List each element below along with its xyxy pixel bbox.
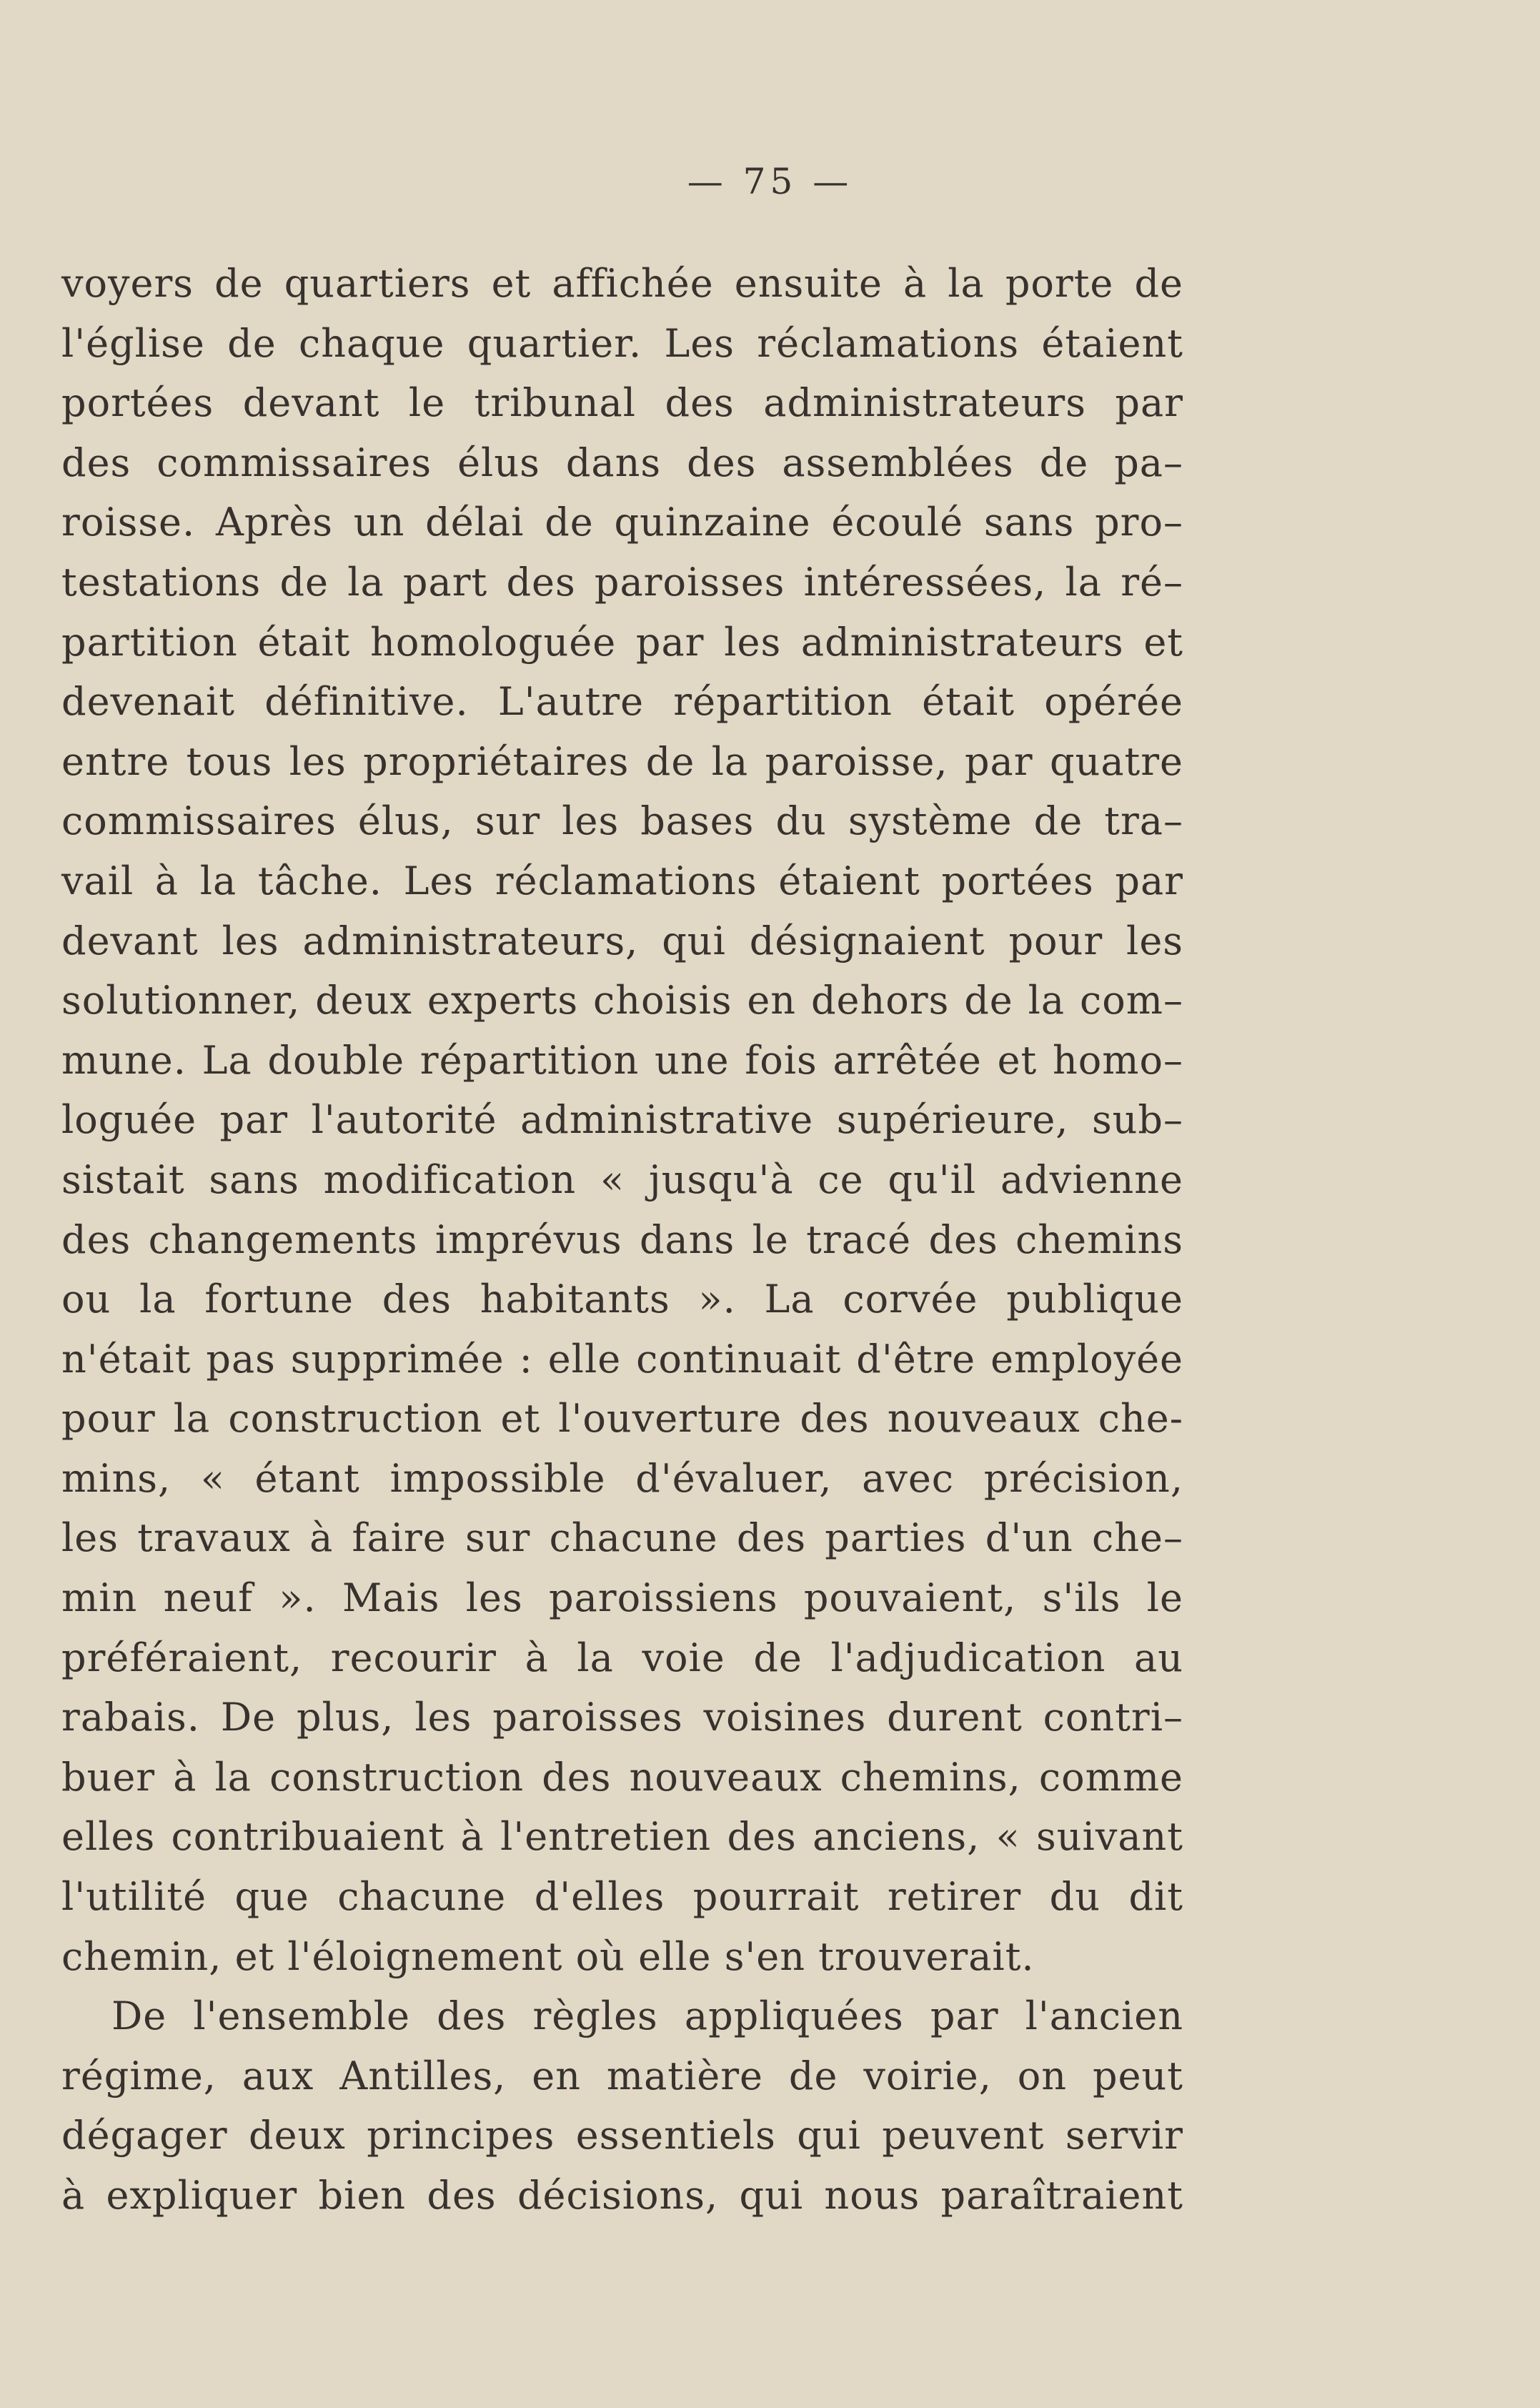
text-line: partition était homologuée par les administrateurs et: [61, 619, 1183, 665]
text-line: l'église de chaque quartier. Les réclamations étaient: [61, 320, 1183, 366]
text-line: testations de la part des paroisses intéressées, la ré–: [61, 559, 1183, 605]
body-text: [61, 254, 1183, 2226]
text-line: entre tous les propriétaires de la paroisse, par quatre: [61, 738, 1183, 784]
text-line: devant les administrateurs, qui désignaient pour les: [61, 918, 1183, 963]
text-line: à expliquer bien des décisions, qui nous paraîtraient: [61, 2173, 1183, 2218]
text-line: n'était pas supprimée : elle continuait d'être employée: [61, 1336, 1183, 1382]
text-line: min neuf ». Mais les paroissiens pouvaient, s'ils le: [61, 1575, 1183, 1621]
text-line: régime, aux Antilles, en matière de voirie, on peut: [61, 2053, 1183, 2099]
text-line: mune. La double répartition une fois arrêtée et homo–: [61, 1037, 1183, 1083]
text-line: pour la construction et l'ouverture des nouveaux che-: [61, 1396, 1183, 1442]
text-line: buer à la construction des nouveaux chemins, comme: [61, 1754, 1183, 1800]
text-line: des changements imprévus dans le tracé des chemins: [61, 1217, 1183, 1262]
text-line: portées devant le tribunal des administrateurs par: [61, 380, 1183, 426]
text-line: De l'ensemble des règles appliquées par l'ancien: [111, 1993, 1183, 2039]
text-line: dégager deux principes essentiels qui peuvent servir: [61, 2113, 1183, 2159]
text-line: loguée par l'autorité administrative supérieure, sub–: [61, 1097, 1183, 1143]
text-line: préféraient, recourir à la voie de l'adjudication au: [61, 1635, 1183, 1680]
text-line: elles contribuaient à l'entretien des anciens, « suivant: [61, 1814, 1183, 1860]
text-line: commissaires élus, sur les bases du système de tra–: [61, 798, 1183, 844]
text-line: les travaux à faire sur chacune des parties d'un che–: [61, 1515, 1183, 1561]
text-line: ou la fortune des habitants ». La corvée publique: [61, 1277, 1183, 1322]
text-line: rabais. De plus, les paroisses voisines durent contri–: [61, 1695, 1183, 1740]
text-line: voyers de quartiers et affichée ensuite à la porte de: [61, 261, 1183, 306]
text-line: solutionner, deux experts choisis en dehors de la com–: [61, 978, 1183, 1024]
text-line: sistait sans modification « jusqu'à ce qu'il advienne: [61, 1156, 1183, 1202]
page-number: — 75 —: [687, 161, 853, 202]
text-line: devenait définitive. L'autre répartition était opérée: [61, 679, 1183, 725]
text-line: chemin, et l'éloignement où elle s'en trouverait.: [61, 1933, 1035, 1979]
text-line: des commissaires élus dans des assemblées de pa–: [61, 440, 1183, 485]
text-line: roisse. Après un délai de quinzaine écoulé sans pro–: [61, 500, 1183, 545]
text-line: vail à la tâche. Les réclamations étaient portées par: [61, 858, 1183, 903]
text-line: l'utilité que chacune d'elles pourrait retirer du dit: [61, 1874, 1183, 1920]
text-line: mins, « étant impossible d'évaluer, avec précision,: [61, 1455, 1183, 1501]
